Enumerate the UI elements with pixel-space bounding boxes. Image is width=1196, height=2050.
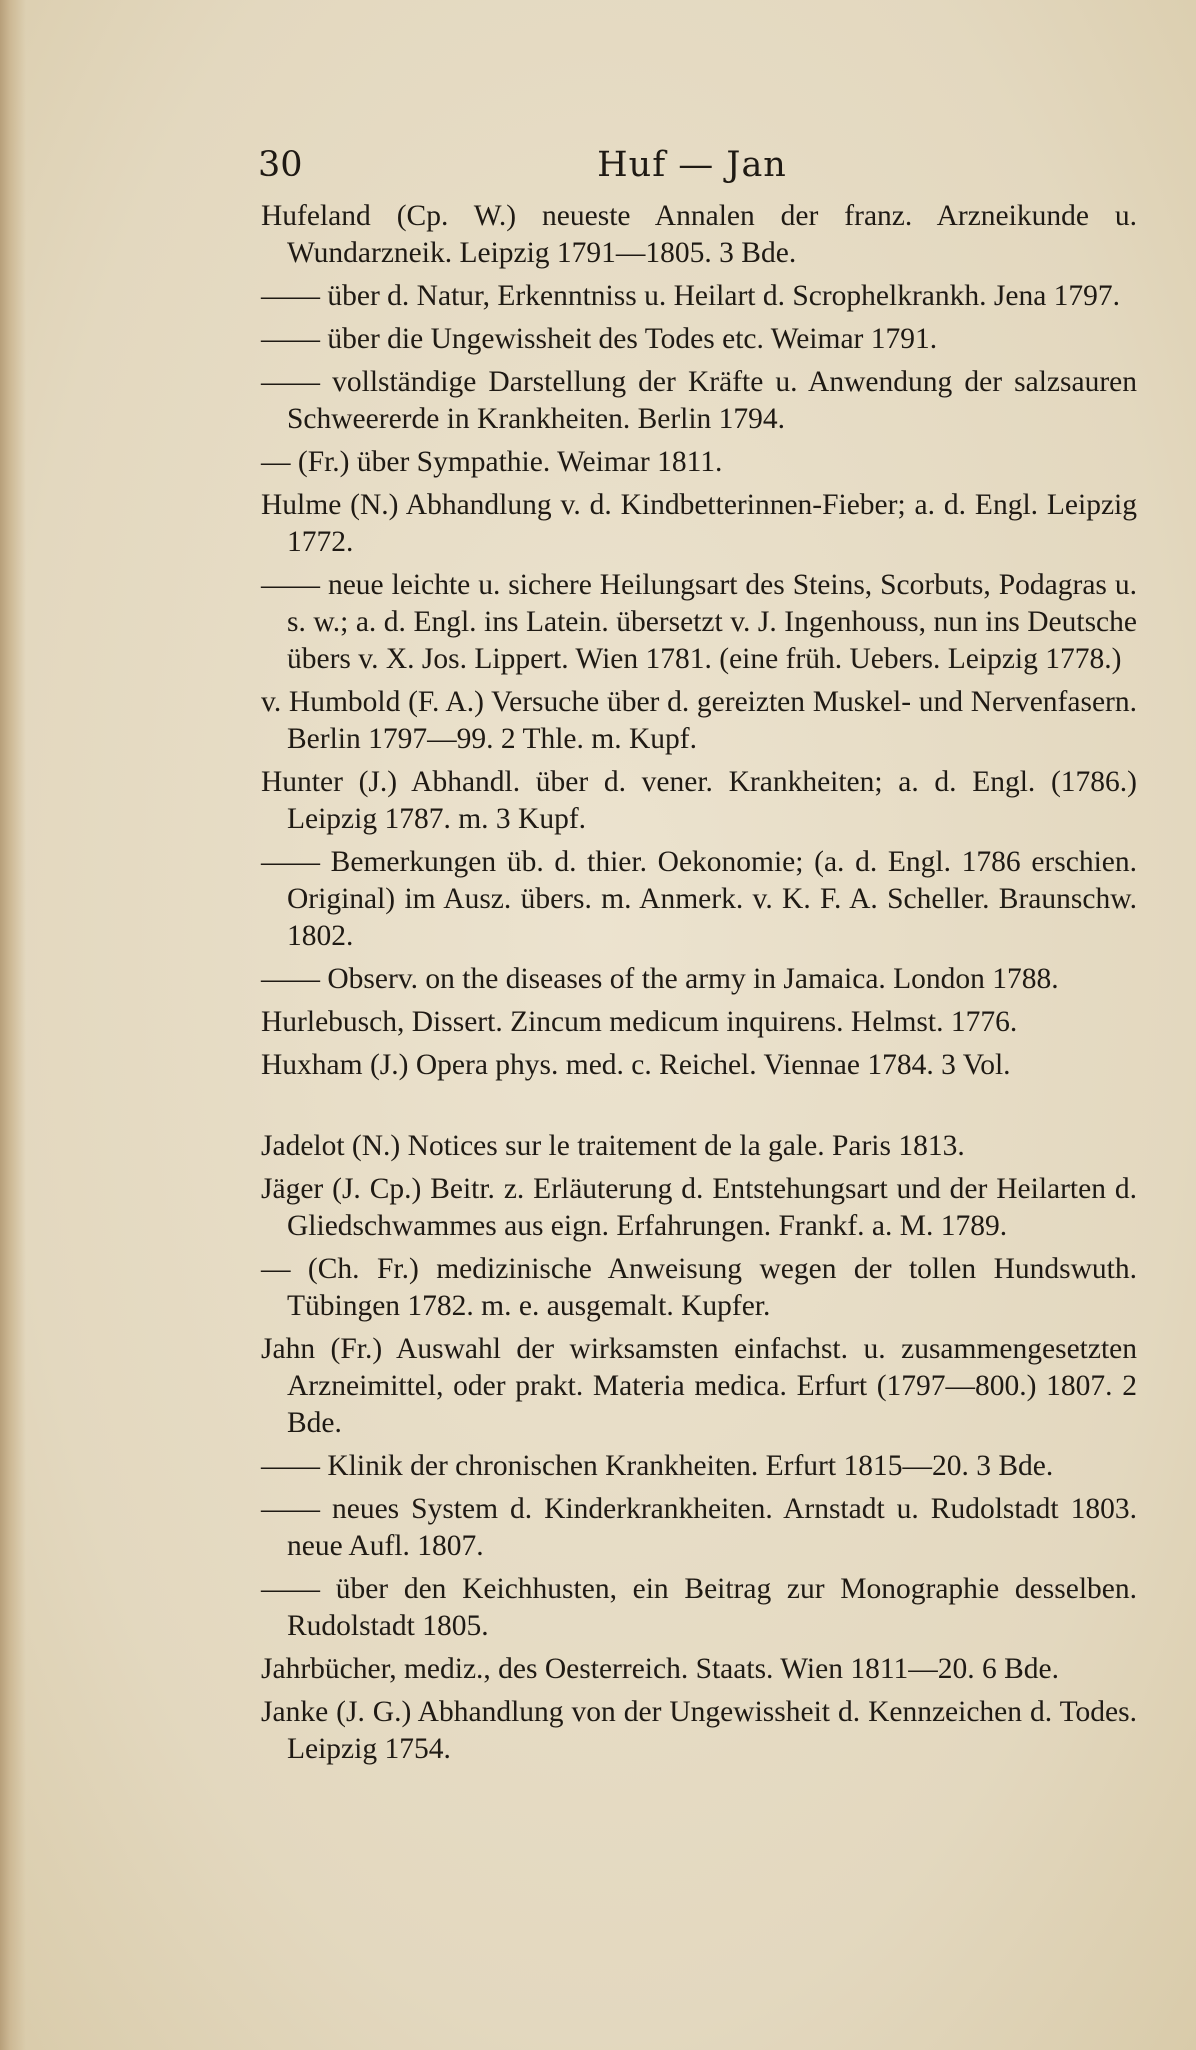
- bibliography-entry: —— neue leichte u. sichere Heilungsart des Steins, Scorbuts, Podagras u. s. w.; a. d. Engl. ins Latein. übersetzt v. J. Ingenhouss, nun ins Deutsche übers v. X. Jos. Lippert. Wien 1781. (eine früh. Uebers. Leipzig 1778.): [261, 569, 1137, 675]
- bibliography-entry: —— Observ. on the diseases of the army in Jamaica. London 1788.: [261, 963, 1059, 995]
- bibliography-entry: Hufeland (Cp. W.) neueste Annalen der franz. Arzneikunde u. Wundarzneik. Leipzig 1791—1805. 3 Bde.: [261, 200, 1137, 269]
- running-head: Huf — Jan: [597, 145, 787, 185]
- entries-j: [261, 1128, 1137, 1768]
- bibliography-entry: — (Fr.) über Sympathie. Weimar 1811.: [261, 446, 723, 478]
- bibliography-entry: — (Ch. Fr.) medizinische Anweisung wegen der tollen Hundswuth. Tübingen 1782. m. e. ausgemalt. Kupfer.: [261, 1253, 1137, 1322]
- bibliography-entry: v. Humbold (F. A.) Versuche über d. gereizten Muskel- und Nervenfasern. Berlin 1797—99. 2 Thle. m. Kupf.: [261, 686, 1137, 755]
- bibliography-entry: Huxham (J.) Opera phys. med. c. Reichel. Viennae 1784. 3 Vol.: [261, 1049, 1011, 1081]
- bibliography-entry: —— Bemerkungen üb. d. thier. Oekonomie; (a. d. Engl. 1786 erschien. Original) im Ausz. übers. m. Anmerk. v. K. F. A. Scheller. Braunschw. 1802.: [261, 846, 1137, 952]
- bibliography-entry: Hulme (N.) Abhandlung v. d. Kindbetterinnen-Fieber; a. d. Engl. Leipzig 1772.: [261, 489, 1137, 558]
- bibliography-entry: Hunter (J.) Abhandl. über d. vener. Krankheiten; a. d. Engl. (1786.) Leipzig 1787. m. 3 Kupf.: [261, 766, 1137, 835]
- bibliography-entry: —— über die Ungewissheit des Todes etc. Weimar 1791.: [261, 323, 938, 355]
- bibliography-entry: Jäger (J. Cp.) Beitr. z. Erläuterung d. Entstehungsart und der Heilarten d. Gliedschwammes aus eign. Erfahrungen. Frankf. a. M. 1789.: [261, 1173, 1137, 1242]
- bibliography-entry: Jadelot (N.) Notices sur le traitement de la gale. Paris 1813.: [261, 1130, 965, 1162]
- bibliography-list: [261, 198, 1137, 1774]
- entries-h: [261, 198, 1137, 1084]
- bibliography-entry: Janke (J. G.) Abhandlung von der Ungewissheit d. Kennzeichen d. Todes. Leipzig 1754.: [261, 1696, 1137, 1765]
- bibliography-entry: —— neues System d. Kinderkrankheiten. Arnstadt u. Rudolstadt 1803. neue Aufl. 1807.: [261, 1493, 1137, 1562]
- bibliography-entry: —— vollständige Darstellung der Kräfte u. Anwendung der salzsauren Schweererde in Krankheiten. Berlin 1794.: [261, 366, 1137, 435]
- bibliography-entry: —— über den Keichhusten, ein Beitrag zur Monographie desselben. Rudolstadt 1805.: [261, 1573, 1137, 1642]
- bibliography-entry: —— Klinik der chronischen Krankheiten. Erfurt 1815—20. 3 Bde.: [261, 1450, 1054, 1482]
- page-header: [258, 145, 1126, 193]
- page-spine-shadow: [0, 0, 26, 2050]
- bibliography-entry: Hurlebusch, Dissert. Zincum medicum inquirens. Helmst. 1776.: [261, 1006, 1018, 1038]
- bibliography-entry: Jahrbücher, mediz., des Oesterreich. Staats. Wien 1811—20. 6 Bde.: [261, 1653, 1060, 1685]
- page-number: 30: [258, 145, 303, 185]
- section-gap: [261, 1090, 1137, 1128]
- bibliography-entry: Jahn (Fr.) Auswahl der wirksamsten einfachst. u. zusammengesetzten Arzneimittel, oder prakt. Materia medica. Erfurt (1797—800.) 1807. 2 Bde.: [261, 1333, 1137, 1439]
- bibliography-entry: —— über d. Natur, Erkenntniss u. Heilart d. Scrophelkrankh. Jena 1797.: [261, 280, 1121, 312]
